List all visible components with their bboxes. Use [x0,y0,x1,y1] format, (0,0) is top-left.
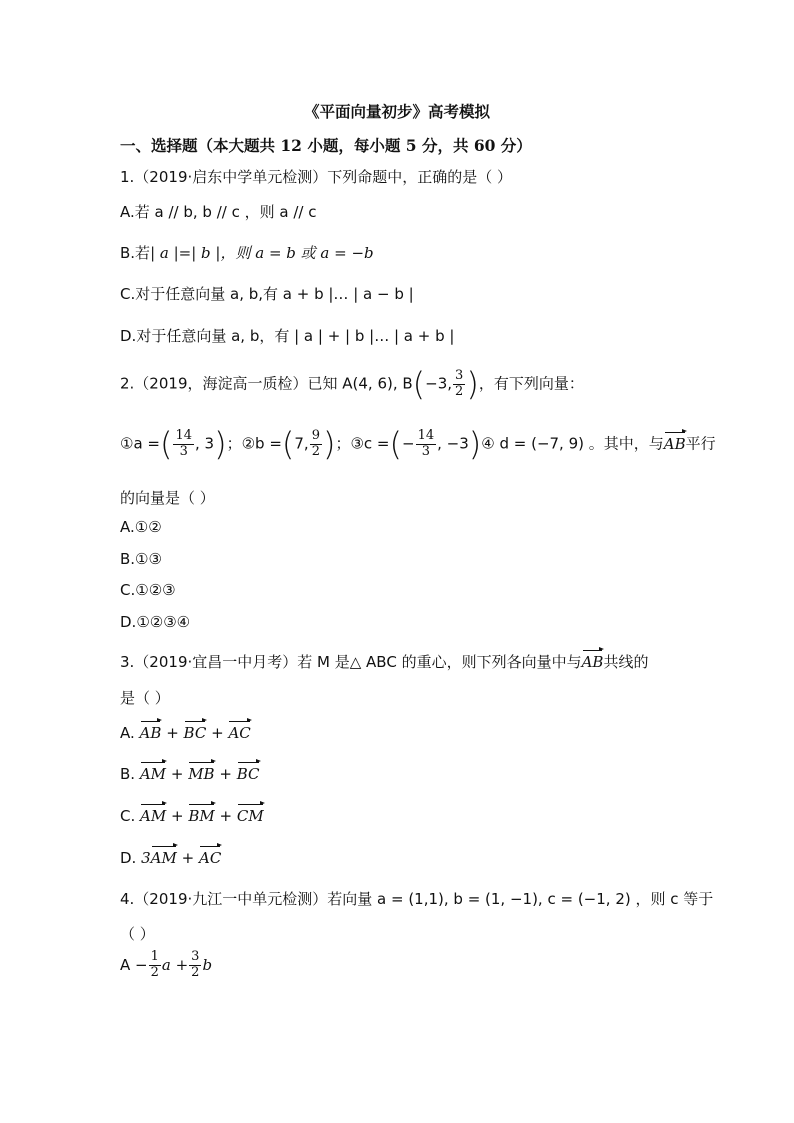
plus-sign: + [181,849,195,867]
frac-num: 9 [311,427,320,443]
vector-cm: CM [236,807,264,825]
frac-den: 2 [191,964,200,980]
q1-option-b-expr: | a |=| b |，则 a = b 或 a = −b [150,244,374,262]
vector-ac: AC [199,849,222,867]
q4-frac-a2 [189,950,201,981]
q2-opt2-mid: 7, [294,434,309,453]
vector-ab: AB [663,434,686,453]
paren-left: ( [412,365,426,403]
vector-bm: BM [188,807,215,825]
q2-stem [120,365,584,403]
q2-opt4-post: 平行 [685,434,716,453]
q3-stem-post: 共线的 [603,653,649,671]
plus-sign: + [219,807,233,825]
paren-right: ) [468,425,482,463]
frac-num: 14 [175,427,193,443]
q2-stem-bx: −3, [425,374,453,393]
plus-sign: + [211,724,224,742]
q2-stem-post: ，有下列向量： [478,374,584,393]
section-heading: 一、选择题（本大题共 12 小题，每小题 5 分，共 60 分） [120,136,532,155]
q4-stem-line2: （ ） [120,925,155,943]
q3-option-c [120,807,264,825]
plus-sign: + [219,765,232,783]
plus-sign: + [166,724,179,742]
q2-frac1 [173,429,194,460]
q1-stem: 1.（2019·启东中学单元检测）下列命题中，正确的是（ ） [120,168,513,186]
frac-den: 2 [455,383,464,399]
option-label: A − [120,955,148,974]
q3-option-b [120,765,260,783]
vector-am: AM [140,807,167,825]
q2-option-b: B.①③ [120,550,162,568]
option-label: C. [120,807,136,825]
frac-num: 3 [455,367,464,383]
coefficient: 3 [141,849,151,867]
vector-ac: AC [228,724,251,742]
vector-mb: MB [188,765,215,783]
q3-stem-pre: 3.（2019·宜昌一中月考）若 M 是△ ABC 的重心，则下列各向量中与 [120,653,582,671]
paren-left: ( [281,425,295,463]
q2-vectors [120,425,716,463]
paren-left: ( [159,425,173,463]
plus-sign: + [170,765,184,783]
vector-am: AM [150,849,177,867]
document-title: 《平面向量初步》高考模拟 [303,102,490,121]
frac-den: 3 [421,443,430,459]
q2-option-d: D.①②③④ [120,613,191,631]
q3-stem-line2: 是（ ） [120,689,170,707]
frac-num: 3 [191,949,200,964]
vector-bc: BC [236,765,260,783]
q2-option-c: C.①②③ [120,581,176,599]
option-label: A. [120,724,135,742]
q2-opt1-post: , 3 [195,434,215,453]
paren-right: ) [322,425,336,463]
q2-opt3-pre: ；③c = [335,434,390,453]
frac-num: 1 [150,949,159,964]
q2-frac3 [416,429,437,460]
q1-option-b-prefix: B.若 [120,244,151,262]
q2-option-a: A.①② [120,518,162,536]
q4-option-a-end: b [202,955,213,974]
q1-option-c: C.对于任意向量 a, b,有 a + b |… | a − b | [120,285,414,303]
q1-option-a: A.若 a // b, b // c ，则 a // c [120,203,317,221]
q3-option-a [120,724,251,742]
q1-option-b [120,242,374,263]
q4-stem: 4.（2019·九江一中单元检测）若向量 a = (1,1), b = (1, −1), c = (−1, 2) ，则 c 等于 [120,890,714,908]
q4-option-a-mid: a + [161,955,189,974]
option-label: B. [120,765,136,783]
plus-sign: + [171,807,184,825]
q4-frac-a1 [149,950,161,981]
paren-right: ) [466,365,479,403]
q3-option-d [120,849,221,867]
vector-am: AM [139,765,167,783]
frac-den: 2 [150,964,159,980]
q2-opt3-post: , −3 [437,434,469,453]
q1-option-d: D.对于任意向量 a, b，有 | a | + | b |… | a + b | [120,327,455,345]
option-label: D. [120,849,137,867]
q3-stem [120,651,648,672]
q2-opt1-pre: ①a = [120,434,160,453]
q2-opt4: ④ d = (−7, 9) 。其中，与 [481,434,664,453]
frac-den: 3 [179,443,188,459]
vector-bc: BC [183,724,207,742]
q2-frac2 [310,429,322,460]
q2-opt3-neg: − [401,434,415,453]
paren-right: ) [214,425,227,463]
vector-ab: AB [139,724,162,742]
q2-frac-b [453,369,465,400]
q2-line3: 的向量是（ ） [120,489,215,507]
vector-ab: AB [581,653,604,671]
q2-opt2-pre: ；②b = [226,434,282,453]
q4-option-a [120,950,212,981]
paren-left: ( [389,425,402,463]
frac-den: 2 [311,443,320,459]
q2-stem-pre: 2.（2019，海淀高一质检）已知 A(4, 6), B [120,374,413,393]
frac-num: 14 [417,427,435,443]
